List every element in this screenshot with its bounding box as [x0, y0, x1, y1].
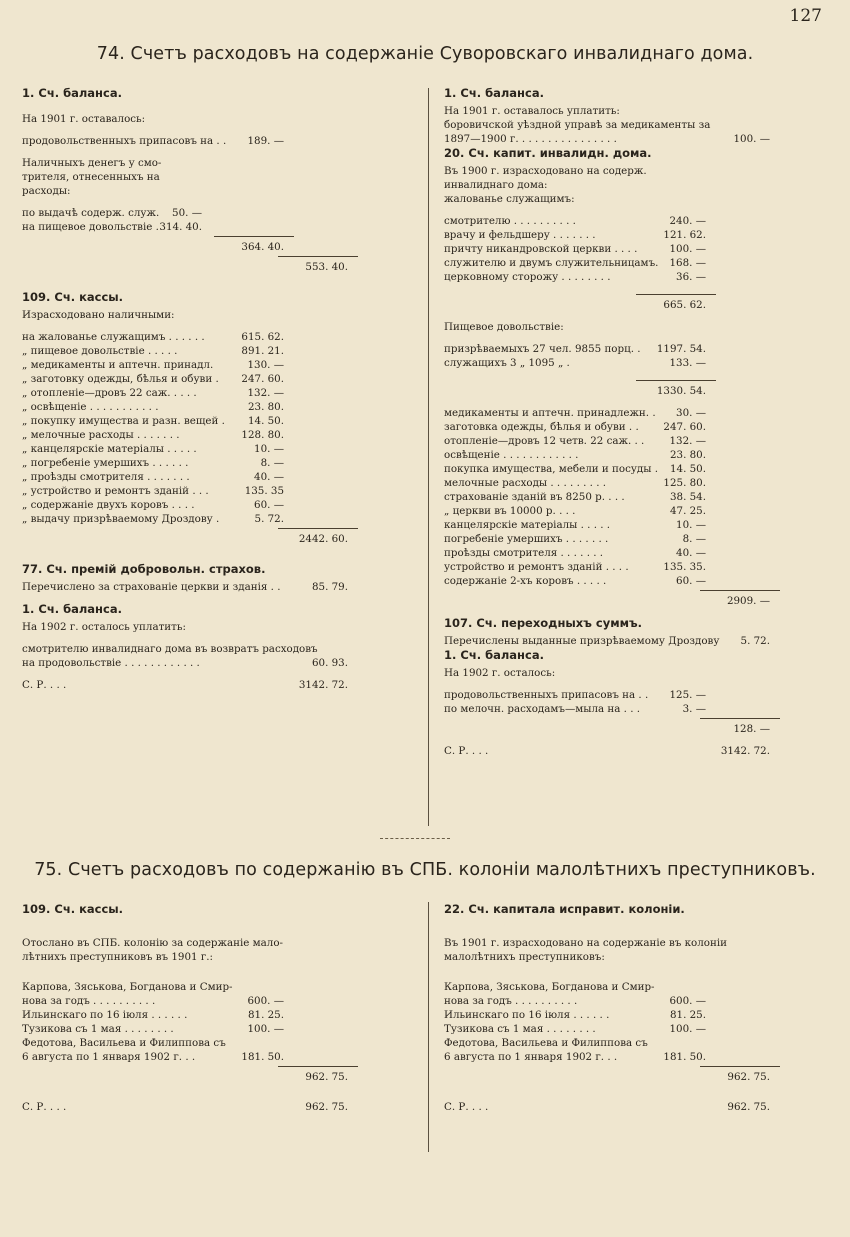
ledger-line — [444, 320, 828, 334]
spacer — [444, 312, 828, 320]
line-text: по выдачѣ содерж. служ. — [22, 207, 160, 219]
amount-value: 962. 75. — [727, 1101, 770, 1113]
ledger-line — [444, 950, 828, 964]
account-heading: 1. Сч. баланса. — [22, 602, 122, 616]
account-heading: 77. Сч. премій добровольн. страхов. — [22, 562, 266, 576]
line-text: На 1902 г. осталось: — [444, 667, 556, 679]
line-text: отопленіе—дровъ 12 четв. 22 саж. . . — [444, 435, 645, 447]
ledger-line — [22, 620, 408, 634]
ledger-line — [22, 156, 408, 170]
ledger-line — [444, 722, 828, 736]
ledger-line — [22, 936, 408, 950]
line-text: жалованье служащимъ: — [444, 193, 575, 205]
line-text: На 1902 г. осталось уплатить: — [22, 621, 186, 633]
ledger-line — [22, 372, 408, 386]
spacer — [22, 148, 408, 156]
amount-value: 50. — — [172, 207, 202, 219]
ledger-line — [22, 678, 408, 692]
line-text: „ заготовку одежды, бѣлья и обуви . — [22, 373, 219, 385]
line-text: „ медикаменты и аптечн. принадл. — [22, 359, 214, 371]
ledger-line — [444, 702, 828, 716]
line-text: причту никандровской церкви . . . . — [444, 243, 638, 255]
amount-value: 60. 93. — [311, 657, 348, 669]
line-text: трителя, отнесенныхъ на — [22, 171, 160, 183]
ledger-line — [22, 456, 408, 470]
amount-value: 14. 50. — [247, 415, 284, 427]
line-text: Въ 1901 г. израсходовано на содержаніе въ колоніи — [444, 937, 728, 949]
line-text: продовольственныхъ припасовъ на . . — [22, 135, 227, 147]
line-text: мелочные расходы . . . . . . . . . — [444, 477, 607, 489]
ledger-line — [22, 1022, 408, 1036]
amount-value: 100. — — [247, 1023, 284, 1035]
ledger-line — [444, 420, 828, 434]
line-text: смотрителю . . . . . . . . . . — [444, 215, 576, 227]
line-text: Карпова, Зяськова, Богданова и Смир- — [444, 981, 655, 993]
ledger-line — [444, 406, 828, 420]
ledger-line — [22, 220, 408, 234]
line-text: Федотова, Васильева и Филиппова съ — [444, 1037, 648, 1049]
account-heading: 1. Сч. баланса. — [444, 86, 544, 100]
amount-value: 133. — — [669, 357, 706, 369]
account-heading: 1. Сч. баланса. — [444, 648, 544, 662]
line-text: „ мелочные расходы . . . . . . . — [22, 429, 180, 441]
account-heading: 22. Сч. капитала исправит. колоніи. — [444, 902, 685, 916]
line-text: призрѣваемыхъ 27 чел. 9855 порц. . — [444, 343, 641, 355]
amount-value: 132. — — [669, 435, 706, 447]
ledger-line — [22, 532, 408, 546]
section-75-right-column — [444, 902, 828, 1114]
amount-value: 600. — — [247, 995, 284, 1007]
ledger-line — [444, 118, 828, 132]
ledger-line — [444, 1008, 828, 1022]
line-text: „ погребеніе умершихъ . . . . . . — [22, 457, 189, 469]
account-heading: 1. Сч. баланса. — [22, 86, 122, 100]
amount-value: 100. — — [733, 133, 770, 145]
ledger-line — [22, 1100, 408, 1114]
amount-value: 30. — — [676, 407, 706, 419]
line-text: Израсходовано наличными: — [22, 309, 175, 321]
line-text: „ пищевое довольствіе . . . . . — [22, 345, 178, 357]
ledger-line — [444, 104, 828, 118]
amount-value: 100. — — [669, 1023, 706, 1035]
spacer — [444, 284, 828, 292]
line-text: С. Р. . . . — [444, 745, 489, 757]
amount-value: 47. 25. — [669, 505, 706, 517]
column-divider — [428, 902, 429, 1152]
ledger-line — [22, 470, 408, 484]
ledger-line — [444, 936, 828, 950]
ledger-line — [444, 1022, 828, 1036]
ledger-line — [444, 518, 828, 532]
line-text: продовольственныхъ припасовъ на . . — [444, 689, 649, 701]
ledger-line — [444, 192, 828, 206]
line-text: содержаніе 2-хъ коровъ . . . . . — [444, 575, 607, 587]
spacer — [444, 370, 828, 378]
amount-value: 128. — — [733, 723, 770, 735]
line-text: На 1901 г. оставалось уплатить: — [444, 105, 620, 117]
amount-value: 130. — — [247, 359, 284, 371]
line-text: церковному сторожу . . . . . . . . — [444, 271, 611, 283]
ledger-line — [444, 242, 828, 256]
ledger-line — [444, 634, 828, 648]
line-text: покупка имущества, мебели и посуды . — [444, 463, 658, 475]
spacer — [22, 546, 408, 562]
line-text: страхованіе зданій въ 8250 р. . . . — [444, 491, 625, 503]
spacer — [22, 1084, 408, 1100]
spacer — [444, 920, 828, 936]
spacer — [22, 274, 408, 290]
line-text: смотрителю инвалиднаго дома въ возвратъ расходовъ — [22, 643, 318, 655]
line-text: служащихъ 3 „ 1095 „ . — [444, 357, 570, 369]
ledger-line — [22, 1008, 408, 1022]
line-text: канцелярскіе матеріалы . . . . . — [444, 519, 611, 531]
ledger-line — [444, 384, 828, 398]
line-text: „ отопленіе—дровъ 22 саж. . . . . — [22, 387, 197, 399]
ledger-line — [444, 228, 828, 242]
ornament-divider — [380, 838, 450, 839]
ledger-line — [22, 642, 408, 656]
amount-value: 891. 21. — [241, 345, 284, 357]
line-text: „ содержаніе двухъ коровъ . . . . — [22, 499, 195, 511]
amount-value: 38. 54. — [669, 491, 706, 503]
account-heading: 109. Сч. кассы. — [22, 290, 124, 304]
amount-value: 665. 62. — [663, 299, 706, 311]
line-text: „ проѣзды смотрителя . . . . . . . — [22, 471, 190, 483]
ledger-line — [444, 476, 828, 490]
ledger-line — [444, 1100, 828, 1114]
ledger-line — [444, 342, 828, 356]
ledger-line — [22, 330, 408, 344]
amount-value: 247. 60. — [241, 373, 284, 385]
ledger-line — [22, 240, 408, 254]
amount-value: 1197. 54. — [656, 343, 706, 355]
ledger-line — [22, 428, 408, 442]
ledger-line — [444, 744, 828, 758]
ledger-line — [444, 546, 828, 560]
line-text: расходы: — [22, 185, 71, 197]
ledger-line — [444, 490, 828, 504]
amount-value: 128. 80. — [241, 429, 284, 441]
amount-value: 314. 40. — [159, 221, 202, 233]
line-text: „ канцелярскіе матеріалы . . . . . — [22, 443, 197, 455]
ledger-line — [22, 414, 408, 428]
page-number: 127 — [789, 6, 822, 26]
amount-value: 962. 75. — [727, 1071, 770, 1083]
section-74-left-column — [22, 86, 408, 692]
line-text: служителю и двумъ служительницамъ. — [444, 257, 659, 269]
amount-value: 168. — — [669, 257, 706, 269]
amount-value: 125. — — [669, 689, 706, 701]
amount-value: 181. 50. — [663, 1051, 706, 1063]
ledger-line — [444, 574, 828, 588]
line-text: Тузикова съ 1 мая . . . . . . . . — [444, 1023, 596, 1035]
ledger-line — [22, 1070, 408, 1084]
ledger-line — [444, 178, 828, 192]
ledger-line — [444, 356, 828, 370]
amount-value: 23. 80. — [247, 401, 284, 413]
line-text: Карпова, Зяськова, Богданова и Смир- — [22, 981, 233, 993]
ledger-line — [22, 260, 408, 274]
amount-value: 553. 40. — [305, 261, 348, 273]
line-text: на жалованье служащимъ . . . . . . — [22, 331, 205, 343]
ledger-line — [22, 344, 408, 358]
line-text: Отослано въ СПБ. колонію за содержаніе мало- — [22, 937, 284, 949]
line-text: С. Р. . . . — [22, 679, 67, 691]
line-text: лѣтнихъ преступниковъ въ 1901 г.: — [22, 951, 213, 963]
line-text: „ устройство и ремонтъ зданій . . . — [22, 485, 209, 497]
spacer — [444, 206, 828, 214]
amount-value: 189. — — [247, 135, 284, 147]
amount-value: 135. 35 — [244, 485, 284, 497]
line-text: нова за годъ . . . . . . . . . . — [22, 995, 156, 1007]
amount-value: 3142. 72. — [298, 679, 348, 691]
line-text: „ церкви въ 10000 р. . . . — [444, 505, 576, 517]
amount-value: 121. 62. — [663, 229, 706, 241]
ledger-line — [22, 170, 408, 184]
amount-value: 240. — — [669, 215, 706, 227]
section-74-right-column — [444, 86, 828, 758]
amount-value: 10. — — [676, 519, 706, 531]
ledger-line — [444, 1050, 828, 1064]
amount-value: 40. — — [676, 547, 706, 559]
spacer — [444, 334, 828, 342]
amount-value: 100. — — [669, 243, 706, 255]
spacer — [22, 964, 408, 980]
line-text: Перечислено за страхованіе церкви и зданія . . — [22, 581, 281, 593]
amount-value: 81. 25. — [247, 1009, 284, 1021]
ledger-line — [444, 132, 828, 146]
spacer — [22, 634, 408, 642]
ledger-line — [22, 400, 408, 414]
amount-value: 125. 80. — [663, 477, 706, 489]
amount-value: 600. — — [669, 995, 706, 1007]
ledger-line — [444, 1036, 828, 1050]
spacer — [22, 920, 408, 936]
amount-value: 962. 75. — [305, 1071, 348, 1083]
amount-value: 8. — — [260, 457, 284, 469]
ledger-line — [22, 950, 408, 964]
line-text: С. Р. . . . — [22, 1101, 67, 1113]
spacer — [22, 104, 408, 112]
ledger-line — [444, 164, 828, 178]
line-text: 1897—1900 г. . . . . . . . . . . . . . . . — [444, 133, 617, 145]
ledger-line — [22, 484, 408, 498]
line-text: Пищевое довольствіе: — [444, 321, 564, 333]
ledger-line — [22, 980, 408, 994]
column-divider — [428, 88, 429, 826]
spacer — [444, 608, 828, 616]
line-text: Тузикова съ 1 мая . . . . . . . . — [22, 1023, 174, 1035]
line-text: Ильинскаго по 16 іюля . . . . . . — [22, 1009, 188, 1021]
amount-value: 3142. 72. — [720, 745, 770, 757]
line-text: „ выдачу призрѣваемому Дроздову . — [22, 513, 220, 525]
ledger-line — [22, 994, 408, 1008]
ledger-line — [22, 1050, 408, 1064]
account-heading: 107. Сч. переходныхъ суммъ. — [444, 616, 642, 630]
spacer — [22, 594, 408, 602]
line-text: 6 августа по 1 января 1902 г. . . — [22, 1051, 196, 1063]
ledger-line — [22, 512, 408, 526]
amount-value: 60. — — [254, 499, 284, 511]
spacer — [444, 680, 828, 688]
line-text: погребеніе умершихъ . . . . . . . — [444, 533, 609, 545]
ledger-line — [444, 270, 828, 284]
ledger-line — [444, 594, 828, 608]
line-text: Перечислены выданные призрѣваемому Дроздову — [444, 635, 720, 647]
amount-value: 962. 75. — [305, 1101, 348, 1113]
amount-value: 10. — — [254, 443, 284, 455]
amount-value: 3. — — [682, 703, 706, 715]
account-heading: 109. Сч. кассы. — [22, 902, 124, 916]
ledger-line — [444, 298, 828, 312]
amount-value: 615. 62. — [241, 331, 284, 343]
ledger-line — [22, 656, 408, 670]
ledger-line — [22, 442, 408, 456]
line-text: на продовольствіе . . . . . . . . . . . . — [22, 657, 200, 669]
amount-value: 1330. 54. — [656, 385, 706, 397]
amount-value: 81. 25. — [669, 1009, 706, 1021]
ledger-line — [444, 434, 828, 448]
ledger-line — [444, 994, 828, 1008]
line-text: Федотова, Васильева и Филиппова съ — [22, 1037, 226, 1049]
amount-value: 247. 60. — [663, 421, 706, 433]
spacer — [22, 322, 408, 330]
spacer — [444, 398, 828, 406]
line-text: устройство и ремонтъ зданій . . . . — [444, 561, 629, 573]
ledger-line — [444, 1070, 828, 1084]
amount-value: 40. — — [254, 471, 284, 483]
spacer — [22, 126, 408, 134]
ledger-line — [22, 498, 408, 512]
line-text: заготовка одежды, бѣлья и обуви . . — [444, 421, 639, 433]
ledger-line — [444, 532, 828, 546]
section-74-title: 74. Счетъ расходовъ на содержаніе Суворовскаго инвалиднаго дома. — [96, 44, 754, 64]
line-text: Ильинскаго по 16 іюля . . . . . . — [444, 1009, 610, 1021]
line-text: врачу и фельдшеру . . . . . . . — [444, 229, 596, 241]
ledger-line — [22, 386, 408, 400]
line-text: „ покупку имущества и разн. вещей . — [22, 415, 225, 427]
amount-value: 60. — — [676, 575, 706, 587]
amount-value: 181. 50. — [241, 1051, 284, 1063]
ledger-line — [22, 358, 408, 372]
amount-value: 364. 40. — [241, 241, 284, 253]
line-text: медикаменты и аптечн. принадлежн. . — [444, 407, 656, 419]
section-75-left-column — [22, 902, 408, 1114]
amount-value: 2442. 60. — [298, 533, 348, 545]
ledger-line — [22, 206, 408, 220]
amount-value: 5. 72. — [254, 513, 284, 525]
spacer — [444, 736, 828, 744]
line-text: боровичской уѣздной управѣ за медикаменты за — [444, 119, 711, 131]
line-text: „ освѣщеніе . . . . . . . . . . . — [22, 401, 159, 413]
ledger-line — [444, 688, 828, 702]
amount-value: 2909. — — [726, 595, 770, 607]
spacer — [22, 670, 408, 678]
ledger-line — [22, 1036, 408, 1050]
ledger-line — [444, 666, 828, 680]
spacer — [444, 1084, 828, 1100]
amount-value: 85. 79. — [311, 581, 348, 593]
amount-value: 8. — — [682, 533, 706, 545]
ledger-line — [444, 256, 828, 270]
ledger-line — [444, 504, 828, 518]
spacer — [444, 964, 828, 980]
line-text: 6 августа по 1 января 1902 г. . . — [444, 1051, 618, 1063]
ledger-line — [444, 214, 828, 228]
line-text: по мелочн. расходамъ—мыла на . . . — [444, 703, 641, 715]
amount-value: 5. 72. — [740, 635, 770, 647]
line-text: освѣщеніе . . . . . . . . . . . . — [444, 449, 579, 461]
ledger-line — [22, 184, 408, 198]
ledger-line — [22, 308, 408, 322]
amount-value: 132. — — [247, 387, 284, 399]
account-heading: 20. Сч. капит. инвалидн. дома. — [444, 146, 652, 160]
line-text: малолѣтнихъ преступниковъ: — [444, 951, 605, 963]
ledger-line — [444, 980, 828, 994]
line-text: инвалиднаго дома: — [444, 179, 548, 191]
line-text: на пищевое довольствіе . — [22, 221, 159, 233]
line-text: проѣзды смотрителя . . . . . . . — [444, 547, 604, 559]
ledger-line — [22, 134, 408, 148]
line-text: Въ 1900 г. израсходовано на содерж. — [444, 165, 647, 177]
spacer — [22, 198, 408, 206]
ledger-line — [444, 448, 828, 462]
amount-value: 135. 35. — [663, 561, 706, 573]
line-text: Наличныхъ денегъ у смо- — [22, 157, 162, 169]
ledger-line — [22, 580, 408, 594]
amount-value: 23. 80. — [669, 449, 706, 461]
ledger-line — [444, 560, 828, 574]
line-text: нова за годъ . . . . . . . . . . — [444, 995, 578, 1007]
amount-value: 36. — — [676, 271, 706, 283]
section-75-title: 75. Счетъ расходовъ по содержанію въ СПБ. колоніи малолѣтнихъ преступниковъ. — [34, 860, 816, 880]
amount-value: 14. 50. — [669, 463, 706, 475]
ledger-line — [22, 112, 408, 126]
ledger-line — [444, 462, 828, 476]
line-text: На 1901 г. оставалось: — [22, 113, 146, 125]
line-text: С. Р. . . . — [444, 1101, 489, 1113]
